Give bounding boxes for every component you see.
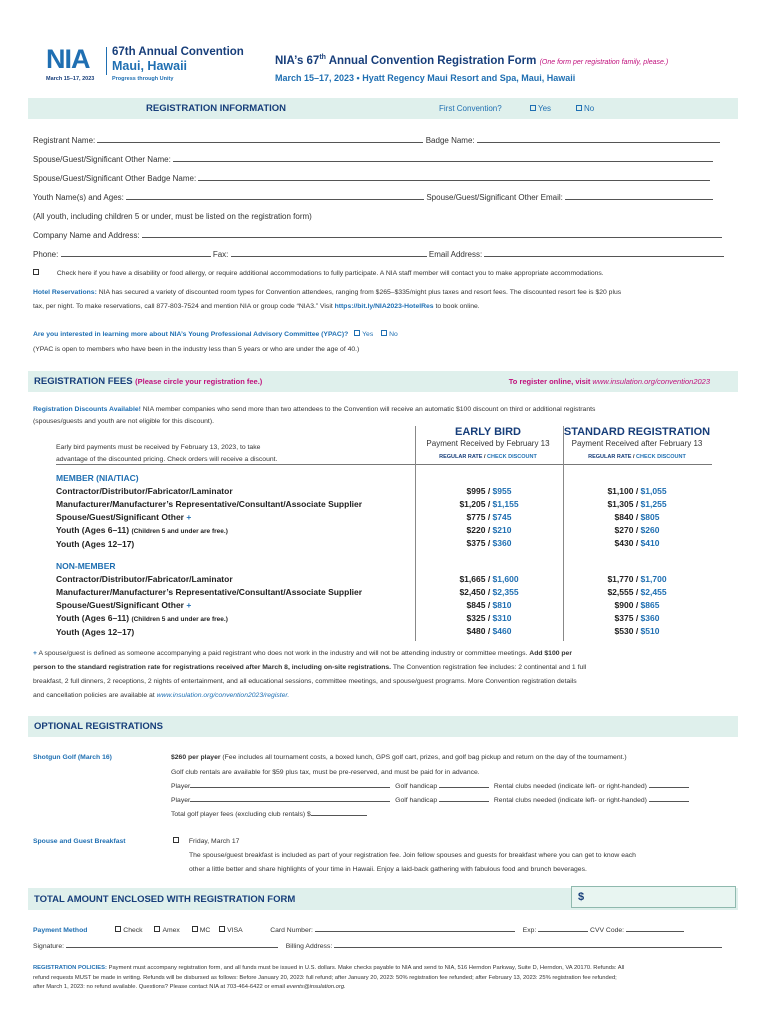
payment-row: Payment Method Check Amex MC VISA Card Number: Exp: CVV Code: <box>33 927 684 934</box>
youth-note: (All youth, including children 5 or under, must be listed on the registration form) <box>33 212 312 221</box>
spouse-badge-row: Spouse/Guest/Significant Other Badge Name: <box>33 174 710 183</box>
ypac-no-checkbox[interactable]: No <box>381 331 398 338</box>
nonmember-standard-price-row[interactable] <box>563 612 711 625</box>
total-amount-field[interactable] <box>571 886 736 908</box>
member-standard-prices <box>563 485 711 550</box>
discounts-line-2: (spouses/guests and youth are not eligible for this discount). <box>33 418 214 425</box>
nonmember-early-prices <box>415 573 563 638</box>
regular-rate: $2,555 <box>607 587 634 597</box>
rate-separator: / <box>485 600 493 610</box>
rate-separator: / <box>633 574 641 584</box>
register-link[interactable]: www.insulation.org/convention2023/register. <box>156 692 290 699</box>
regular-rate: $430 <box>614 538 634 548</box>
early-bird-col-header: EARLY BIRD Payment Received by February 13 REGULAR RATE / CHECK DISCOUNT <box>426 426 550 460</box>
first-yes-checkbox[interactable]: Yes <box>530 104 551 113</box>
regular-rate: $1,770 <box>607 574 634 584</box>
golf-total-field[interactable] <box>311 815 367 816</box>
nonmember-title: NON-MEMBER <box>56 561 116 571</box>
member-block: MEMBER (NIA/TIAC) Contractor/Distributor/Fabricator/Laminator Manufacturer/Manufacturer’s Representative/Consultant/Associate Supplier Spouse/Guest/Significant Other + Youth (Ages 6–11) (Children 5 and under are free.) Youth (Ages 12–17) <box>56 473 363 549</box>
fees-footnote-2: person to the standard registration rate for registrations received after March 8, including on-site registrations. The Convention registration fee includes: 2 continental and 1 full <box>33 664 587 671</box>
fee-table <box>33 426 739 642</box>
regular-rate: $1,665 <box>459 574 486 584</box>
pay-mc-checkbox[interactable]: MC <box>192 927 211 934</box>
rate-separator: / <box>633 512 641 522</box>
regular-rate: $900 <box>614 600 634 610</box>
check-discount-rate: $210 <box>492 525 512 535</box>
rate-separator: / <box>633 587 641 597</box>
regular-rate: $325 <box>466 613 486 623</box>
rate-separator: / <box>633 525 641 535</box>
check-discount-rate: $360 <box>640 613 660 623</box>
spouse-name-row: Spouse/Guest/Significant Other Name: <box>33 155 713 164</box>
golf-total-row: Total golf player fees (excluding club rentals) $ <box>171 811 367 818</box>
rental-1-field[interactable] <box>649 787 689 788</box>
member-standard-price-row[interactable] <box>563 537 711 550</box>
registrant-name-field[interactable] <box>97 142 423 143</box>
check-discount-rate: $510 <box>640 626 660 636</box>
check-discount-rate: $955 <box>492 486 512 496</box>
ypac-yes-checkbox[interactable]: Yes <box>354 331 373 338</box>
check-discount-rate: $260 <box>640 525 660 535</box>
member-early-price-row[interactable] <box>415 524 563 537</box>
fax-field[interactable] <box>231 256 427 257</box>
regular-rate: $480 <box>466 626 486 636</box>
fees-footnote-1: + A spouse/guest is defined as someone accompanying a paid registrant who does not work in the industry and will not be attending industry or committee meetings. Add $100 per <box>33 650 572 657</box>
pay-check-checkbox[interactable]: Check <box>115 927 142 934</box>
nonmember-block: NON-MEMBER Contractor/Distributor/Fabricator/Laminator Manufacturer/Manufacturer’s Representative/Consultant/Associate Supplier Spouse/Guest/Significant Other + Youth (Ages 6–11) (Children 5 and under are free.) Youth (Ages 12–17) <box>56 561 363 637</box>
online-register: To register online, visit www.insulation.org/convention2023 <box>508 377 710 386</box>
check-discount-rate: $2,455 <box>640 587 667 597</box>
rate-separator: / <box>485 525 493 535</box>
youth-row: Youth Name(s) and Ages: Spouse/Guest/Significant Other Email: <box>33 193 713 202</box>
regular-rate: $1,205 <box>459 499 486 509</box>
ypac-row: Are you interested in learning more about NIA’s Young Professional Advisory Committee (YPAC)? Yes No <box>33 331 398 338</box>
handicap-1-field[interactable] <box>439 787 489 788</box>
regular-rate: $2,450 <box>459 587 486 597</box>
breakfast-desc-2: other a little better and share highlights of your time in Hawaii. Enjoy a laid-back gathering with fabulous food and brunch beverages. <box>189 866 587 873</box>
ypac-note: (YPAC is open to members who have been in the industry less than 5 years or who are under the age of 40.) <box>33 346 360 353</box>
member-early-prices <box>415 485 563 550</box>
check-discount-rate: $360 <box>492 538 512 548</box>
spouse-badge-field[interactable] <box>198 180 710 181</box>
optional-header <box>28 716 738 737</box>
regular-rate: $375 <box>466 538 486 548</box>
rate-separator: / <box>633 538 641 548</box>
optional-title: OPTIONAL REGISTRATIONS <box>34 721 163 732</box>
rate-separator: / <box>633 613 641 623</box>
reg-info-header <box>28 98 738 119</box>
pay-amex-checkbox[interactable]: Amex <box>154 927 179 934</box>
page-subtitle: March 15–17, 2023 • Hyatt Regency Maui Resort and Spa, Maui, Hawaii <box>275 73 576 83</box>
checkbox-icon <box>530 105 536 111</box>
reg-info-title: REGISTRATION INFORMATION <box>146 103 287 114</box>
member-standard-price-row[interactable] <box>563 498 711 511</box>
hotel-line-1: Hotel Reservations: NIA has secured a variety of discounted room types for Convention attendees, ranging from $265–$335/night plus taxes and resort fees. The discounted resort fee is $20 plus <box>33 289 622 296</box>
check-discount-rate: $2,355 <box>492 587 519 597</box>
hotel-line-2: tax, per night. To make reservations, call 877-803-7524 and mention NIA or group code “NIA3.” Visit https://bit.ly/NIA2023-HotelRes to book online. <box>33 303 480 310</box>
check-discount-rate: $1,700 <box>640 574 667 584</box>
fees-footnote-4: and cancellation policies are available at www.insulation.org/convention2023/register. <box>33 692 290 699</box>
check-discount-rate: $1,255 <box>640 499 667 509</box>
member-title: MEMBER (NIA/TIAC) <box>56 473 139 483</box>
regular-rate: $375 <box>614 613 634 623</box>
checkbox-icon <box>115 926 121 932</box>
nonmember-standard-prices <box>563 573 711 638</box>
table-header-rule <box>56 464 712 465</box>
nonmember-early-price-row[interactable] <box>415 599 563 612</box>
regular-rate: $530 <box>614 626 634 636</box>
signature-field[interactable] <box>66 947 278 948</box>
card-number-field[interactable] <box>315 931 515 932</box>
rate-separator: / <box>633 486 641 496</box>
registration-policies: REGISTRATION POLICIES: Payment must accompany registration form, and all funds must be issued in U.S. dollars. Make checks payable to NIA and send to NIA, 516 Herndon Parkway, Suite D, Herndon, VA 20170. Refunds: All refund requests MUST be made in writing. Refunds will be disbursed as follows: Before January 20, 2023: full refund; after January 20, 2023: 50% registration fee refunded; after February 13, 2023: 25% registration fee refunded; after March 1, 2023: no refund available. Questions? Please contact NIA at 703-464-6422 or email events@insulation.org. <box>33 965 625 990</box>
check-discount-rate: $865 <box>640 600 660 610</box>
check-discount-rate: $805 <box>640 512 660 522</box>
member-standard-price-row[interactable] <box>563 524 711 537</box>
member-early-price-row[interactable] <box>415 511 563 524</box>
title-note: (One form per registration family, please.) <box>539 58 669 66</box>
rate-separator: / <box>485 512 493 522</box>
cvv-field[interactable] <box>626 931 684 932</box>
logo-org: NIA <box>46 44 90 74</box>
regular-rate: $840 <box>614 512 634 522</box>
breakfast-date-row: Friday, March 17 <box>173 838 239 845</box>
page-title: NIA’s 67th Annual Convention Registration Form (One form per registration family, please.) <box>275 54 669 67</box>
player-row-1: Player Golf handicap Rental clubs needed (indicate left- or right-handed) <box>171 783 689 790</box>
member-standard-price-row[interactable] <box>563 511 711 524</box>
signature-row: Signature: Billing Address: <box>33 943 722 950</box>
contact-row: Phone: Fax: Email Address: <box>33 250 724 259</box>
checkbox-icon <box>154 926 160 932</box>
pay-visa-checkbox[interactable]: VISA <box>219 927 242 934</box>
online-link[interactable]: www.insulation.org/convention2023 <box>592 377 710 386</box>
regular-rate: $1,100 <box>607 486 634 496</box>
phone-field[interactable] <box>61 256 211 257</box>
logo-edition: 67th Annual Convention <box>112 46 244 58</box>
early-bird-note: Early bird payments must be received by February 13, 2023, to take advantage of the discounted pricing. Check orders will receive a discount. <box>56 444 278 463</box>
regular-rate: $270 <box>614 525 634 535</box>
youth-names-field[interactable] <box>126 199 424 200</box>
regular-rate: $775 <box>466 512 486 522</box>
check-discount-rate: $460 <box>492 626 512 636</box>
logo-place: Maui, Hawaii <box>112 59 188 73</box>
checkbox-icon <box>576 105 582 111</box>
billing-address-field[interactable] <box>334 947 722 948</box>
hotel-link[interactable]: https://bit.ly/NIA2023-HotelRes <box>334 303 434 310</box>
checkbox-icon <box>354 330 360 336</box>
check-discount-rate: $410 <box>640 538 660 548</box>
member-early-price-row[interactable] <box>415 498 563 511</box>
registrant-row: Registrant Name: Badge Name: <box>33 136 720 145</box>
rate-separator: / <box>633 626 641 636</box>
rental-2-field[interactable] <box>649 801 689 802</box>
logo-dates: March 15–17, 2023 <box>46 76 95 82</box>
total-header <box>28 888 738 910</box>
standard-col-header: STANDARD REGISTRATION Payment Received after February 13 REGULAR RATE / CHECK DISCOUNT <box>563 426 711 460</box>
total-title: TOTAL AMOUNT ENCLOSED WITH REGISTRATION FORM <box>34 894 296 905</box>
company-row: Company Name and Address: <box>33 231 722 240</box>
check-discount-rate: $310 <box>492 613 512 623</box>
player-2-field[interactable] <box>190 801 390 802</box>
nonmember-early-price-row[interactable] <box>415 586 563 599</box>
regular-rate: $1,305 <box>607 499 634 509</box>
nonmember-standard-price-row[interactable] <box>563 586 711 599</box>
nonmember-standard-price-row[interactable] <box>563 573 711 586</box>
nonmember-early-price-row[interactable] <box>415 625 563 638</box>
discounts-line-1: Registration Discounts Available! NIA member companies who send more than two attendees to the Convention will receive an automatic $100 discount on third or additional registrants <box>33 406 596 413</box>
regular-rate: $995 <box>466 486 486 496</box>
disability-checkbox[interactable] <box>33 269 39 275</box>
rate-separator: / <box>485 613 493 623</box>
player-1-field[interactable] <box>190 787 390 788</box>
checkbox-icon <box>381 330 387 336</box>
member-standard-price-row[interactable] <box>563 485 711 498</box>
nonmember-early-price-row[interactable] <box>415 612 563 625</box>
spouse-name-field[interactable] <box>173 161 713 162</box>
golf-rental-note: Golf club rentals are available for $59 plus tax, must be pre-reserved, and must be paid for in advance. <box>171 769 480 776</box>
golf-label: Shotgun Golf (March 16) <box>33 754 112 761</box>
logo-divider <box>106 47 107 75</box>
member-early-price-row[interactable] <box>415 485 563 498</box>
rate-separator: / <box>633 499 641 509</box>
rate-separator: / <box>485 626 493 636</box>
nonmember-early-price-row[interactable] <box>415 573 563 586</box>
email-field[interactable] <box>484 256 724 257</box>
regular-rate: $845 <box>466 600 486 610</box>
player-row-2: Player Golf handicap Rental clubs needed (indicate left- or right-handed) <box>171 797 689 804</box>
handicap-2-field[interactable] <box>439 801 489 802</box>
rate-separator: / <box>485 587 493 597</box>
breakfast-desc-1: The spouse/guest breakfast is included as part of your registration fee. Join fellow spouses and guests for breakfast where you can get to know each <box>189 852 636 859</box>
rate-separator: / <box>485 486 493 496</box>
spouse-email-field[interactable] <box>565 199 713 200</box>
checkbox-icon <box>219 926 225 932</box>
golf-price-line: $260 per player (Fee includes all tournament costs, a boxed lunch, GPS golf cart, prizes, and golf bag pickup and return on the day of the tournament.) <box>171 754 627 761</box>
check-discount-rate: $1,055 <box>640 486 667 496</box>
check-discount-rate: $1,600 <box>492 574 519 584</box>
fees-footnote-3: breakfast, 2 full dinners, 2 receptions, 2 nights of entertainment, and all educational sessions, committee meetings, and spouse/guest programs. More Convention registration details <box>33 678 577 685</box>
logo <box>34 44 254 86</box>
fees-note: (Please circle your registration fee.) <box>135 377 263 386</box>
rate-separator: / <box>633 600 641 610</box>
nonmember-standard-price-row[interactable] <box>563 599 711 612</box>
badge-name-field[interactable] <box>477 142 720 143</box>
checkbox-icon <box>192 926 198 932</box>
first-no-checkbox[interactable]: No <box>576 104 594 113</box>
member-early-price-row[interactable] <box>415 537 563 550</box>
total-dollar: $ <box>578 891 585 903</box>
breakfast-label: Spouse and Guest Breakfast <box>33 838 126 845</box>
nonmember-standard-price-row[interactable] <box>563 625 711 638</box>
fees-header <box>28 371 738 392</box>
check-discount-rate: $745 <box>492 512 512 522</box>
check-discount-rate: $1,155 <box>492 499 519 509</box>
breakfast-checkbox[interactable] <box>173 837 179 843</box>
disability-row: Check here if you have a disability or food allergy, or require additional accommodations to fully participate. A NIA staff member will contact you to make appropriate accommodations. <box>33 270 604 277</box>
fees-title: REGISTRATION FEES <box>34 376 133 387</box>
rate-separator: / <box>485 574 493 584</box>
logo-tagline: Progress through Unity <box>112 76 174 82</box>
first-convention-label: First Convention? <box>439 104 502 113</box>
check-discount-rate: $810 <box>492 600 512 610</box>
regular-rate: $220 <box>466 525 486 535</box>
rate-separator: / <box>485 538 493 548</box>
company-field[interactable] <box>142 237 722 238</box>
exp-field[interactable] <box>538 931 588 932</box>
rate-separator: / <box>485 499 493 509</box>
